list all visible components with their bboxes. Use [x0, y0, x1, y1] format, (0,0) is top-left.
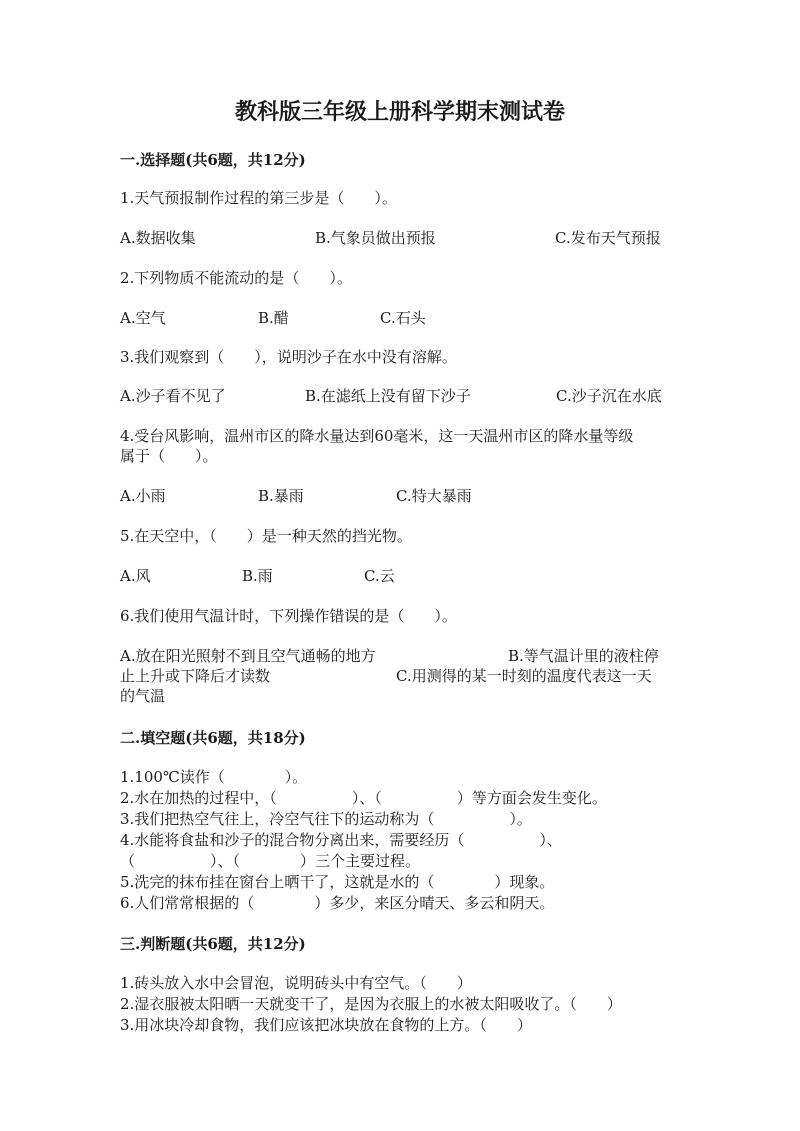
section-heading-judge: 三.判断题(共6题，共12分) — [120, 935, 306, 953]
question-stem: 1.天气预报制作过程的第三步是（ ）。 — [120, 189, 397, 207]
section-heading-choice: 一.选择题(共6题，共12分) — [120, 151, 306, 169]
question-stem: 4.受台风影响，温州市区的降水量达到60毫米，这一天温州市区的降水量等级 — [120, 427, 634, 445]
fill-question: 4.水能将食盐和沙子的混合物分离出来，需要经历（ ）、 — [120, 831, 562, 849]
section-heading-fill: 二.填空题(共6题，共18分) — [120, 729, 306, 747]
fill-question: 2.水在加热的过程中，（ ）、（ ）等方面会发生变化。 — [120, 789, 607, 807]
question-stem: 6.我们使用气温计时，下列操作错误的是（ ）。 — [120, 607, 457, 625]
judge-question: 2.湿衣服被太阳晒一天就变干了，是因为衣服上的水被太阳吸收了。（ ） — [120, 995, 622, 1013]
question-stem: 3.我们观察到（ ），说明沙子在水中没有溶解。 — [120, 348, 457, 366]
option-c: C.沙子沉在水底 — [556, 387, 662, 405]
option-b-continued: 止上升或下降后才读数 — [120, 667, 271, 685]
fill-question-continued: （ ）、（ ）三个主要过程。 — [120, 852, 421, 870]
option-a: A.风 — [120, 567, 151, 585]
question-stem: 2.下列物质不能流动的是（ ）。 — [120, 269, 352, 287]
option-a: A.放在阳光照射不到且空气通畅的地方 — [120, 647, 376, 665]
page-title: 教科版三年级上册科学期末测试卷 — [234, 99, 565, 125]
question-stem-continued: 属于（ ）。 — [120, 447, 218, 465]
question-stem: 5.在天空中，（ ）是一种天然的挡光物。 — [120, 527, 412, 545]
option-b: B.雨 — [242, 567, 273, 585]
option-c: C.云 — [364, 567, 395, 585]
option-a: A.数据收集 — [120, 229, 196, 247]
option-a: A.小雨 — [120, 487, 166, 505]
option-b: B.等气温计里的液柱停 — [508, 647, 659, 665]
fill-question: 3.我们把热空气往上，冷空气往下的运动称为（ ）。 — [120, 810, 532, 828]
option-c-continued: 的气温 — [120, 687, 166, 705]
option-b: B.在滤纸上没有留下沙子 — [305, 387, 471, 405]
option-a: A.空气 — [120, 309, 166, 327]
judge-question: 3.用冰块冷却食物，我们应该把冰块放在食物的上方。（ ） — [120, 1016, 532, 1034]
option-a: A.沙子看不见了 — [120, 387, 226, 405]
fill-question: 1.100℃读作（ ）。 — [120, 768, 308, 786]
option-c: C.发布天气预报 — [555, 229, 661, 247]
option-c: C.用测得的某一时刻的温度代表这一天 — [396, 667, 652, 685]
option-b: B.醋 — [258, 309, 289, 327]
judge-question: 1.砖头放入水中会冒泡，说明砖头中有空气。（ ） — [120, 974, 472, 992]
fill-question: 5.洗完的抹布挂在窗台上晒干了，这就是水的（ ）现象。 — [120, 873, 555, 891]
option-c: C.特大暴雨 — [396, 487, 472, 505]
fill-question: 6.人们常常根据的（ ）多少，来区分晴天、多云和阴天。 — [120, 894, 555, 912]
option-c: C.石头 — [380, 309, 426, 327]
option-b: B.暴雨 — [258, 487, 304, 505]
option-b: B.气象员做出预报 — [315, 229, 436, 247]
